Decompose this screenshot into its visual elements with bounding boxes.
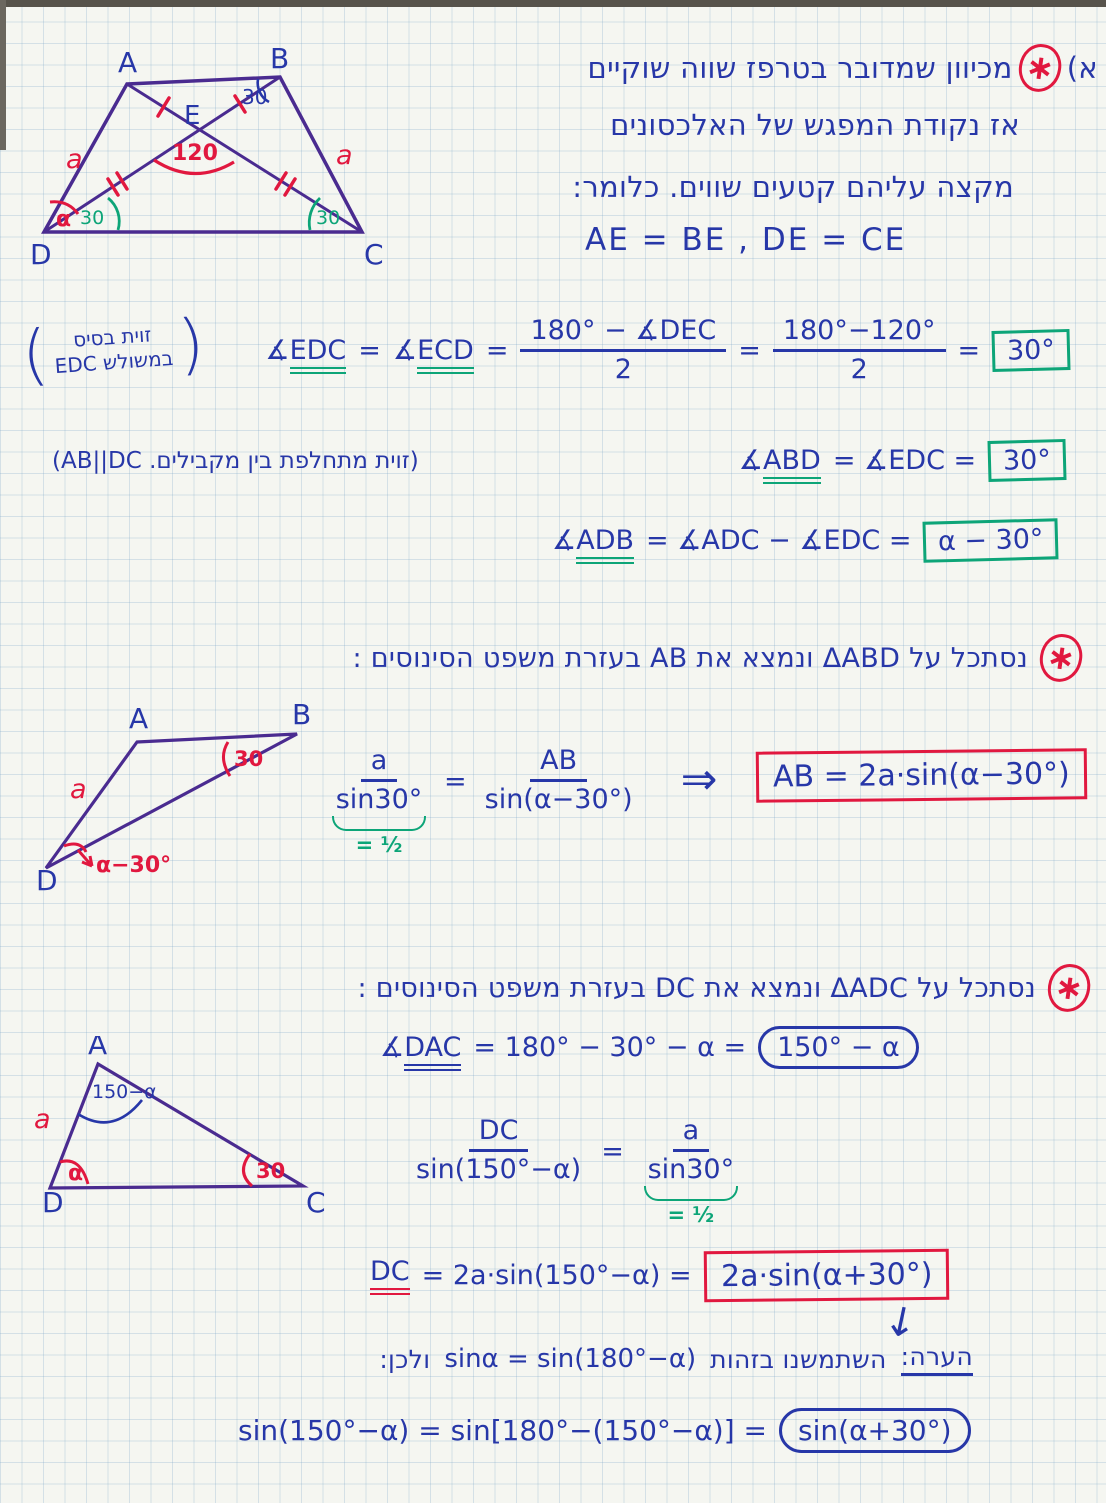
- side-label-bc: a: [336, 140, 353, 171]
- triangle-adc-figure: [18, 1036, 358, 1225]
- section3-equation: [416, 1116, 738, 1227]
- segment-name-dc: DC: [370, 1256, 410, 1295]
- fraction: [648, 1116, 735, 1184]
- underbrace: [332, 816, 426, 831]
- side-label-ad: a: [70, 774, 87, 805]
- angle-symbol: ∡: [738, 445, 764, 476]
- angle-value-b: 30: [234, 747, 264, 771]
- step1-row: [19, 305, 1070, 395]
- angle-symbol: ∡: [552, 525, 577, 556]
- reason-line-1: זוית בסיס: [72, 322, 153, 352]
- final-identity-row: [238, 1408, 971, 1453]
- dc-equation: [370, 1250, 949, 1301]
- fraction-with-note: [332, 746, 426, 857]
- fraction-denominator: 2: [850, 353, 868, 385]
- angle-symbol: ∡: [392, 334, 418, 366]
- problem-line-3: מקצה עליהם קטעים שווים. כלומר:: [572, 170, 1014, 204]
- step2-equation: [739, 440, 1066, 481]
- angle-symbol: ∡: [265, 334, 290, 366]
- dac-rhs: = 180° − 30° − α =: [473, 1032, 747, 1063]
- asterisk-badge: ∗: [1016, 41, 1064, 94]
- fraction-numerator: DC: [469, 1116, 529, 1152]
- problem-part-label: א): [1066, 51, 1098, 85]
- asterisk-badge: ∗: [1037, 631, 1085, 684]
- note-text-after: ולכן:: [379, 1344, 431, 1374]
- step2-row: [52, 440, 1066, 481]
- vertex-label-a: A: [129, 702, 149, 735]
- fraction: [773, 316, 946, 384]
- side-label-ad: a: [66, 144, 83, 175]
- vertex-label-d: D: [42, 1186, 64, 1219]
- left-paren: (: [19, 316, 51, 395]
- note-row: [225, 1342, 973, 1376]
- vertex-label-d: D: [36, 864, 58, 895]
- result-box-30: 30°: [988, 439, 1067, 482]
- fraction: [336, 746, 423, 814]
- angle-symbol: ∡: [380, 1032, 405, 1063]
- result-box-30: 30°: [992, 329, 1071, 372]
- vertex-label-a: A: [88, 1036, 108, 1061]
- angle-value-d: α: [68, 1161, 84, 1186]
- fraction-numerator: a: [673, 1116, 710, 1152]
- result-box-alpha-30: α − 30°: [923, 518, 1059, 563]
- equals-sign: =: [358, 334, 381, 366]
- result-box-dc: 2a·sin(α+30°): [703, 1249, 949, 1303]
- angle-value-d-alpha: α: [56, 207, 72, 232]
- angle-value-e: 120: [172, 141, 218, 166]
- angle-name-dac: DAC: [404, 1032, 461, 1071]
- oval-result-150-alpha: 150° − α: [758, 1026, 919, 1069]
- final-lhs: sin(150°−α) = sin[180°−(150°−α)] =: [238, 1414, 768, 1447]
- problem-text: מכיוון שמדובר בטרפז שווה שוקיים: [587, 51, 1013, 85]
- equals-sign: =: [957, 334, 981, 366]
- step1-reason: [19, 305, 207, 395]
- fraction-numerator: a: [361, 746, 398, 782]
- section3-heading: נסתכל על ΔADC ונמצא את DC בעזרת משפט הסינוסים :: [357, 972, 1036, 1004]
- right-paren: ): [175, 305, 207, 384]
- trapezoid-figure: [22, 42, 402, 278]
- note-text-before: השתמשנו בזהות: [710, 1344, 887, 1374]
- vertex-label-c: C: [364, 238, 384, 271]
- implies-arrow: ⇒: [680, 754, 718, 805]
- angle-value-a: 150−α: [92, 1081, 157, 1103]
- vertex-label-c: C: [306, 1186, 326, 1219]
- reason-line-2: במשולש EDC: [53, 346, 174, 379]
- section3-heading-row: [357, 964, 1090, 1012]
- equals-sign: =: [601, 1136, 624, 1167]
- side-label-ad: a: [34, 1104, 51, 1135]
- fraction: [416, 1116, 581, 1184]
- section2-heading: נסתכל על ΔABD ונמצא את AB בעזרת משפט הסינוסים :: [352, 642, 1028, 674]
- step3-equation: [552, 520, 1059, 561]
- angle-arc-d-green: [108, 198, 119, 230]
- vertex-label-d: D: [30, 238, 52, 271]
- problem-line-2: אז נקודת המפגש של האלכסונים: [610, 108, 1020, 142]
- angle-name-edc: EDC: [290, 335, 347, 374]
- fraction-denominator: sin(150°−α): [416, 1153, 582, 1185]
- asterisk-badge: ∗: [1045, 961, 1093, 1014]
- step2-rhs: = ∡EDC =: [832, 445, 977, 476]
- angle-value-c: 30: [256, 1159, 286, 1183]
- scan-edge-left: [0, 0, 6, 150]
- angle-value-c-30: 30: [316, 207, 341, 229]
- angle-name-adb: ADB: [576, 525, 634, 564]
- equals-sign: =: [485, 334, 509, 366]
- segment-equalities: AE = BE , DE = CE: [585, 222, 907, 258]
- fraction-numerator: 180° − ∡DEC: [520, 316, 726, 352]
- step2-reason: (זוית מתחלפת בין מקבילים. AB||DC): [52, 447, 419, 474]
- half-note: = ½: [355, 833, 403, 858]
- underbrace: [644, 1186, 738, 1201]
- vertex-label-b: B: [292, 700, 312, 731]
- dac-equation: [380, 1026, 919, 1069]
- note-identity: sinα = sin(180°−α): [444, 1344, 697, 1374]
- angle-value-d: α−30°: [96, 853, 172, 878]
- fraction-denominator: sin(α−30°): [484, 783, 633, 815]
- angle-name-abd: ABD: [763, 445, 821, 484]
- angle-value-d-30: 30: [80, 207, 105, 229]
- angle-value-b: 30: [242, 85, 268, 109]
- fraction-with-note: [644, 1116, 738, 1227]
- fraction: [485, 746, 633, 814]
- equals-sign: =: [738, 334, 761, 366]
- section2-heading-row: [352, 634, 1082, 682]
- fraction-numerator: 180°−120°: [773, 316, 946, 352]
- fraction-denominator: sin30°: [647, 1153, 735, 1185]
- fraction-denominator: sin30°: [335, 783, 423, 815]
- point-label-e: E: [184, 101, 201, 131]
- angle-arc-c: [243, 1154, 252, 1186]
- angle-arc-a: [78, 1100, 142, 1122]
- note-label: הערה:: [901, 1342, 973, 1376]
- problem-line-1: [588, 44, 1098, 92]
- fraction-numerator: AB: [530, 746, 587, 782]
- oval-result-final: sin(α+30°): [779, 1408, 971, 1453]
- vertex-label-a: A: [118, 46, 138, 79]
- section2-equation: [332, 746, 1086, 857]
- step1-equation: [265, 316, 1070, 384]
- fraction: [520, 316, 726, 384]
- dc-rhs: = 2a·sin(150°−α) =: [421, 1260, 692, 1291]
- scan-edge-top: [0, 0, 1106, 7]
- equals-sign: =: [444, 766, 467, 797]
- angle-name-ecd: ECD: [417, 335, 474, 374]
- fraction-denominator: 2: [614, 353, 632, 385]
- vertex-label-b: B: [270, 42, 290, 75]
- step3-rhs: = ∡ADC − ∡EDC =: [646, 525, 912, 556]
- result-box-ab: AB = 2a·sin(α−30°): [755, 748, 1086, 802]
- half-note: = ½: [667, 1203, 715, 1228]
- triangle-abd-figure: [22, 700, 352, 899]
- down-arrow: ↓: [879, 1297, 922, 1349]
